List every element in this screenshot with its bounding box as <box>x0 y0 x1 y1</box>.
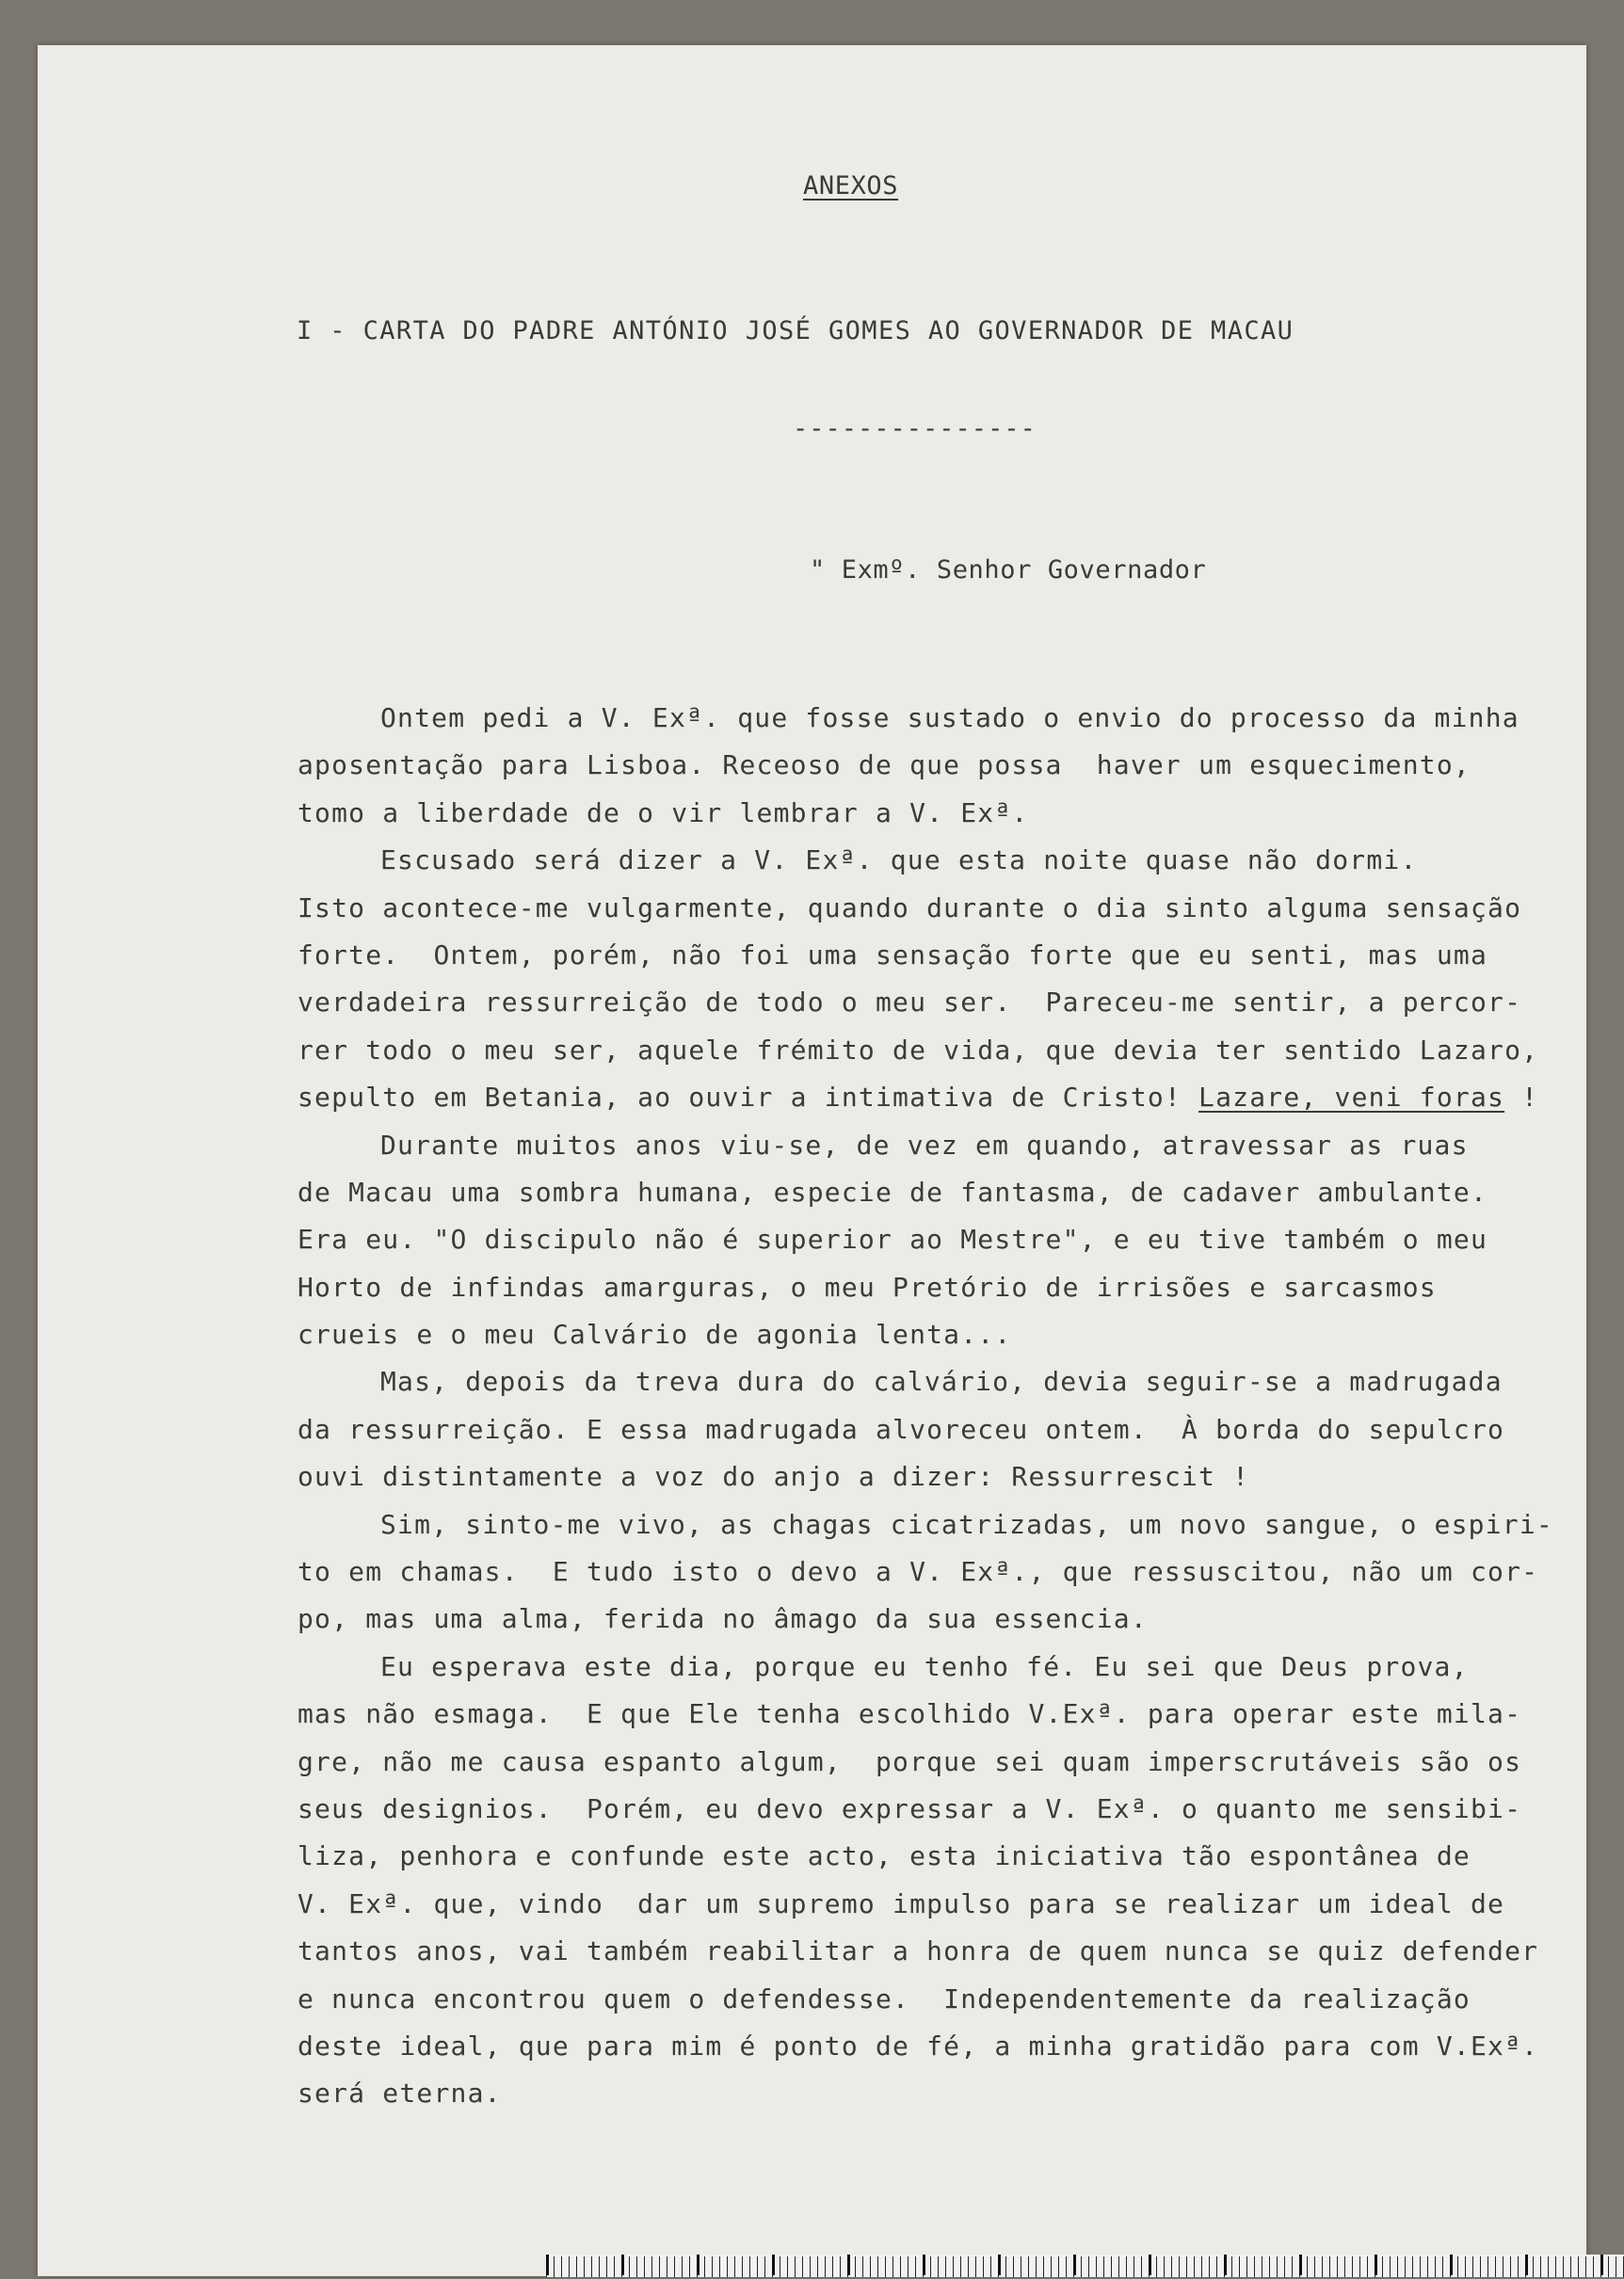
letter-line <box>297 1596 1540 1643</box>
letter-line-suffix: ! <box>1504 1082 1539 1114</box>
salutation: " Exmº. Senhor Governador <box>810 555 1207 585</box>
letter-line-text: Durante muitos anos viu-se, de vez em quando, atravessar as ruas <box>380 1129 1469 1161</box>
letter-line <box>297 1833 1540 1880</box>
letter-line <box>297 695 1540 742</box>
letter-line <box>297 1976 1540 2023</box>
letter-line <box>297 1644 1540 1691</box>
letter-line-text: rer todo o meu ser, aquele frémito de vida, que devia ter sentido Lazaro, <box>297 1034 1539 1066</box>
letter-line-text: sepulto em Betania, ao ouvir a intimativa de Cristo! <box>297 1082 1199 1114</box>
letter-line-text: Mas, depois da treva dura do calvário, devia seguir-se a madrugada <box>380 1366 1503 1398</box>
letter-line-text: Escusado será dizer a V. Exª. que esta noite quase não dormi. <box>380 844 1418 876</box>
letter-line <box>297 1549 1540 1596</box>
letter-line <box>297 1406 1540 1453</box>
letter-line <box>297 2070 1540 2117</box>
letter-line-text: po, mas uma alma, ferida no âmago da sua essencia. <box>297 1603 1148 1635</box>
page-title: ANEXOS <box>803 171 899 201</box>
letter-line-text: mas não esmaga. E que Ele tenha escolhido V.Exª. para operar este mila- <box>297 1698 1522 1730</box>
separator-line: --------------- <box>793 414 1037 443</box>
letter-body <box>297 695 1553 2118</box>
letter-line-text: de Macau uma sombra humana, especie de fantasma, de cadaver ambulante. <box>297 1176 1488 1208</box>
latin-quote: Lazare, veni foras <box>1198 1082 1505 1114</box>
letter-line-text: tantos anos, vai também reabilitar a honra de quem nunca se quiz defender <box>297 1935 1539 1967</box>
letter-line-text: e nunca encontrou quem o defendesse. Independentemente da realização <box>297 1982 1471 2014</box>
letter-line <box>297 2023 1540 2070</box>
letter-line-text: verdadeira ressurreição de todo o meu ser. Pareceu-me sentir, a percor- <box>297 987 1522 1019</box>
letter-line-text: tomo a liberdade de o vir lembrar a V. Exª. <box>297 796 1029 828</box>
letter-line <box>297 790 1540 837</box>
letter-line-text: V. Exª. que, vindo dar um supremo impulso para se realizar um ideal de <box>297 1887 1505 1919</box>
letter-line <box>297 1216 1540 1263</box>
letter-line <box>297 1501 1553 1549</box>
letter-line <box>297 1786 1540 1833</box>
letter-line <box>297 742 1540 789</box>
letter-line <box>297 932 1540 979</box>
letter-line <box>297 1358 1540 1405</box>
letter-line <box>297 1311 1540 1358</box>
letter-line-text: gre, não me causa espanto algum, porque sei quam imperscrutáveis são os <box>297 1745 1522 1777</box>
letter-line-text: Isto acontece-me vulgarmente, quando durante o dia sinto alguma sensação <box>297 891 1522 923</box>
letter-line <box>297 1122 1540 1169</box>
letter-line <box>297 1739 1540 1786</box>
letter-line <box>297 1691 1540 1738</box>
letter-line-text: Ontem pedi a V. Exª. que fosse sustado o envio do processo da minha <box>380 702 1519 733</box>
letter-line-text: deste ideal, que para mim é ponto de fé, a minha gratidão para com V.Exª. <box>297 2030 1539 2062</box>
letter-line-text: aposentação para Lisboa. Receoso de que possa haver um esquecimento, <box>297 749 1471 781</box>
letter-line <box>297 1264 1540 1311</box>
letter-line-text: Eu esperava este dia, porque eu tenho fé. Eu sei que Deus prova, <box>380 1650 1469 1682</box>
section-heading: I - CARTA DO PADRE ANTÓNIO JOSÉ GOMES AO GOVERNADOR DE MACAU <box>297 316 1294 345</box>
letter-line <box>297 1453 1540 1501</box>
scale-ruler-major-ticks <box>546 2255 1624 2275</box>
letter-line-text: ouvi distintamente a voz do anjo a dizer: Ressurrescit ! <box>297 1461 1250 1493</box>
letter-line <box>297 1027 1540 1074</box>
letter-line <box>297 885 1540 932</box>
letter-line-text: Era eu. "O discipulo não é superior ao Mestre", e eu tive também o meu <box>297 1224 1488 1256</box>
letter-line-text: Sim, sinto-me vivo, as chagas cicatrizadas, um novo sangue, o espiri- <box>380 1508 1553 1540</box>
letter-line-text: da ressurreição. E essa madrugada alvoreceu ontem. À borda do sepulcro <box>297 1413 1505 1445</box>
letter-line <box>297 1074 1540 1121</box>
letter-line-text: seus designios. Porém, eu devo expressar a V. Exª. o quanto me sensibi- <box>297 1792 1522 1824</box>
letter-line <box>297 1928 1540 1975</box>
letter-line-text: Horto de infindas amarguras, o meu Pretório de irrisões e sarcasmos <box>297 1271 1437 1303</box>
letter-line-text: liza, penhora e confunde este acto, esta iniciativa tão espontânea de <box>297 1840 1471 1872</box>
letter-line <box>297 979 1540 1026</box>
letter-line <box>297 1881 1540 1928</box>
letter-line <box>297 837 1540 884</box>
letter-line-text: será eterna. <box>297 2078 502 2110</box>
letter-line <box>297 1169 1540 1216</box>
letter-line-text: crueis e o meu Calvário de agonia lenta... <box>297 1319 1012 1351</box>
letter-line-text: forte. Ontem, porém, não foi uma sensação forte que eu senti, mas uma <box>297 939 1488 971</box>
letter-line-text: to em chamas. E tudo isto o devo a V. Exª., que ressuscitou, não um cor- <box>297 1556 1539 1588</box>
